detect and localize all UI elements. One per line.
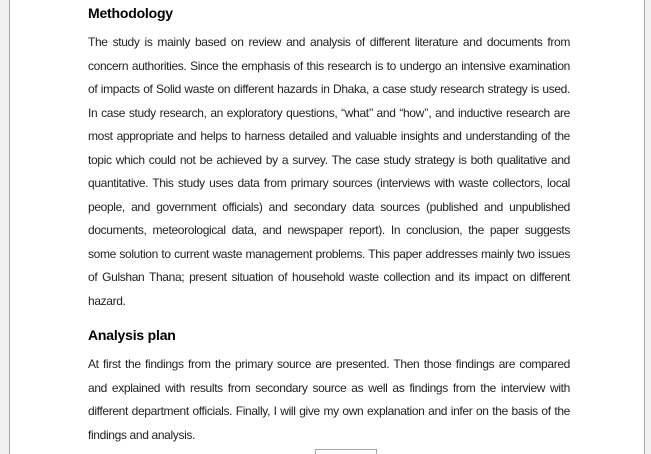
paragraph-methodology[interactable]: The study is mainly based on review and analysis of different literature and documents from concern authorities. Since the emphasis of this research is to undergo an intensive examination of impacts of Solid waste on different hazards in Dhaka, a case study research strategy is used. In case study research, an exploratory questions, “what’’ and “how’’, and inductive research are most appropriate and helps to harness detailed and valuable insights and understanding of the topic which could not be achieved by a survey. The case study strategy is both qualitative and quantitative. This study uses data from primary sources (interviews with waste collectors, local people, and government officials) and secondary data sources (published and unpublished documents, meteorological data, and newspaper report). In conclusion, the paper suggests some solution to current waste management problems. This paper addresses mainly two issues of Gulshan Thana; present situation of household waste collection and its impact on different hazard.	[88, 35, 570, 308]
section-heading-methodology[interactable]: Methodology	[88, 5, 173, 21]
table-top-border-fragment	[315, 449, 377, 454]
section-heading-analysis-plan[interactable]: Analysis plan	[88, 327, 176, 343]
page-content	[10, 5, 644, 447]
document-page[interactable]	[9, 0, 645, 454]
paragraph-analysis-plan[interactable]: At first the findings from the primary source are presented. Then those findings are compared and explained with results from secondary source as well as findings from the interview with different department officials. Finally, I will give my own explanation and infer on the basis of the findings and analysis.	[88, 357, 570, 442]
